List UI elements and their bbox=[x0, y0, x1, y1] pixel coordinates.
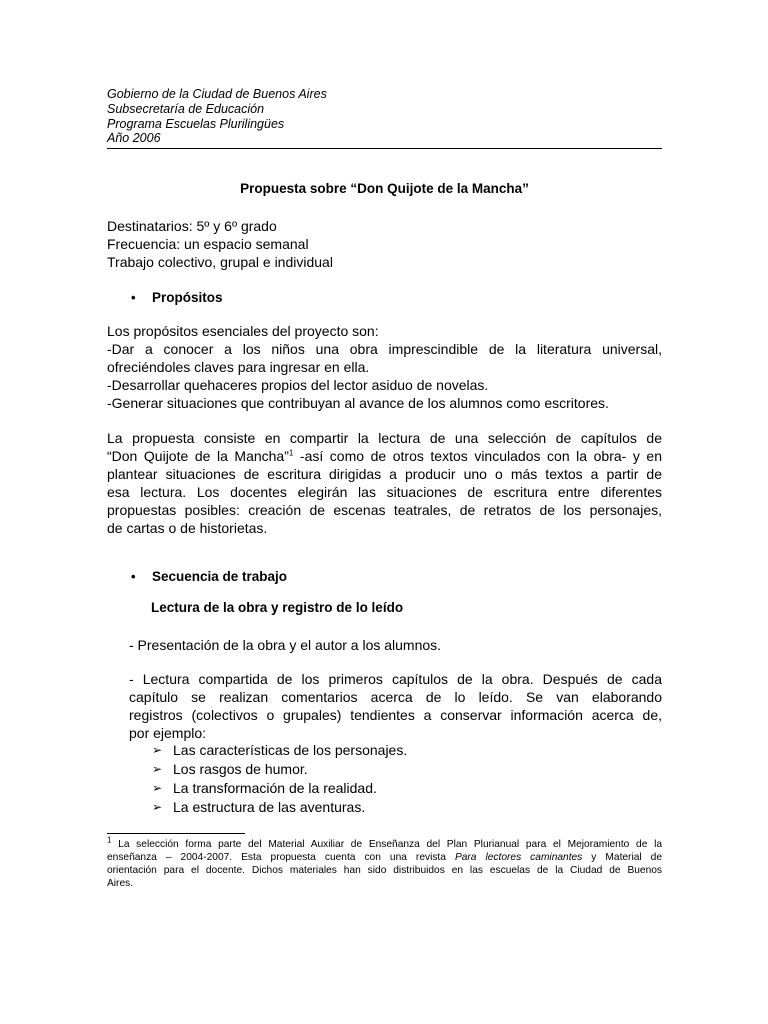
header-line-year: Año 2006 bbox=[107, 131, 161, 146]
propositos-paragraph bbox=[107, 322, 662, 412]
list-item-text: La estructura de las aventuras. bbox=[173, 799, 366, 815]
list-item-text: Las características de los personajes. bbox=[173, 742, 408, 758]
footnote-text: La selección forma parte del Material Auxiliar de Enseñanza del Plan Plurianual para el Mejoramiento de la bbox=[111, 839, 662, 850]
secuencia-item-presentation: - Presentación de la obra y el autor a los alumnos. bbox=[129, 637, 442, 653]
section-heading-propositos bbox=[131, 290, 331, 308]
section-heading-label: Secuencia de trabajo bbox=[152, 569, 288, 584]
propuesta-line: La propuesta consiste en compartir la lectura de una selección de capítulos de bbox=[107, 430, 662, 446]
proposito-item-3: -Generar situaciones que contribuyan al avance de los alumnos como escritores. bbox=[107, 395, 609, 411]
meta-frequency: Frecuencia: un espacio semanal bbox=[107, 236, 309, 252]
secuencia-item-reading bbox=[129, 670, 662, 742]
list-item-text: La transformación de la realidad. bbox=[173, 780, 377, 796]
subsection-heading: Lectura de la obra y registro de lo leído bbox=[151, 600, 404, 615]
header-line-program: Programa Escuelas Plurilingües bbox=[107, 116, 285, 131]
header-line-government: Gobierno de la Ciudad de Buenos Aires bbox=[107, 87, 327, 101]
arrow-right-icon: ➢ bbox=[152, 781, 163, 795]
project-meta bbox=[107, 217, 662, 271]
footnote-text: enseñanza – 2004-2007. Esta propuesta cuenta con una revista bbox=[107, 852, 455, 863]
footnote-line bbox=[107, 835, 662, 851]
propuesta-line bbox=[107, 447, 662, 465]
reading-line: - Lectura compartida de los primeros capítulos de la obra. Después de cada bbox=[129, 671, 662, 687]
footnote bbox=[107, 835, 662, 890]
list-item-text: Los rasgos de humor. bbox=[173, 761, 308, 777]
arrow-right-icon: ➢ bbox=[152, 762, 163, 776]
arrow-right-icon: ➢ bbox=[152, 800, 163, 814]
footnote-number: 1 bbox=[107, 835, 112, 845]
footnote-line: orientación para el docente. Dichos materiales han sido distribuidos en las escuelas de la Ciudad de Buenos bbox=[107, 865, 662, 876]
proposito-item-1-cont: ofreciéndoles claves para ingresar en ella. bbox=[107, 359, 370, 375]
reading-line: registros (colectivos o grupales) tendientes a conservar información acerca de, bbox=[129, 707, 662, 723]
document-title: Propuesta sobre “Don Quijote de la Mancha” bbox=[240, 181, 529, 196]
bullet-icon: • bbox=[131, 290, 136, 305]
bullet-icon: • bbox=[131, 569, 136, 584]
propuesta-line: de cartas o de historietas. bbox=[107, 520, 268, 536]
proposito-item-2: -Desarrollar quehaceres propios del lector asiduo de novelas. bbox=[107, 377, 489, 393]
institution-header bbox=[107, 87, 662, 146]
footnote-line: Aires. bbox=[107, 878, 134, 889]
footnote-text: y Material de bbox=[582, 852, 662, 863]
arrow-right-icon: ➢ bbox=[152, 743, 163, 757]
footnote-marker: 1 bbox=[288, 448, 294, 458]
section-heading-label: Propósitos bbox=[152, 290, 223, 305]
meta-recipients: Destinatarios: 5º y 6º grado bbox=[107, 218, 277, 234]
proposito-item-1: -Dar a conocer a los niños una obra imprescindible de la literatura universal, bbox=[107, 341, 662, 357]
reading-line: por ejemplo: bbox=[129, 725, 207, 741]
propuesta-line: propuestas posibles: creación de escenas teatrales, de retratos de los personajes, bbox=[107, 502, 662, 518]
header-line-subsecretary: Subsecretaría de Educación bbox=[107, 101, 265, 116]
magazine-title: Para lectores caminantes bbox=[454, 852, 583, 863]
section-heading-secuencia bbox=[131, 569, 381, 587]
propuesta-paragraph bbox=[107, 429, 662, 537]
footnote-divider bbox=[107, 833, 245, 834]
propositos-intro: Los propósitos esenciales del proyecto son: bbox=[107, 323, 379, 339]
header-divider bbox=[107, 148, 662, 149]
propuesta-line: plantear situaciones de escritura dirigidas a producir uno o más textos a partir de bbox=[107, 466, 662, 482]
meta-work-mode: Trabajo colectivo, grupal e individual bbox=[107, 254, 333, 270]
reading-line: capítulo se realizan comentarios acerca de lo leído. Se van elaborando bbox=[129, 689, 662, 705]
propuesta-line-rest: -así como de otros textos vinculados con la obra- y en bbox=[293, 448, 663, 464]
footnote-line bbox=[107, 851, 662, 864]
propuesta-line: esa lectura. Los docentes elegirán las situaciones de escritura entre diferentes bbox=[107, 484, 662, 500]
book-title-quote: “Don Quijote de la Mancha” bbox=[107, 448, 289, 464]
